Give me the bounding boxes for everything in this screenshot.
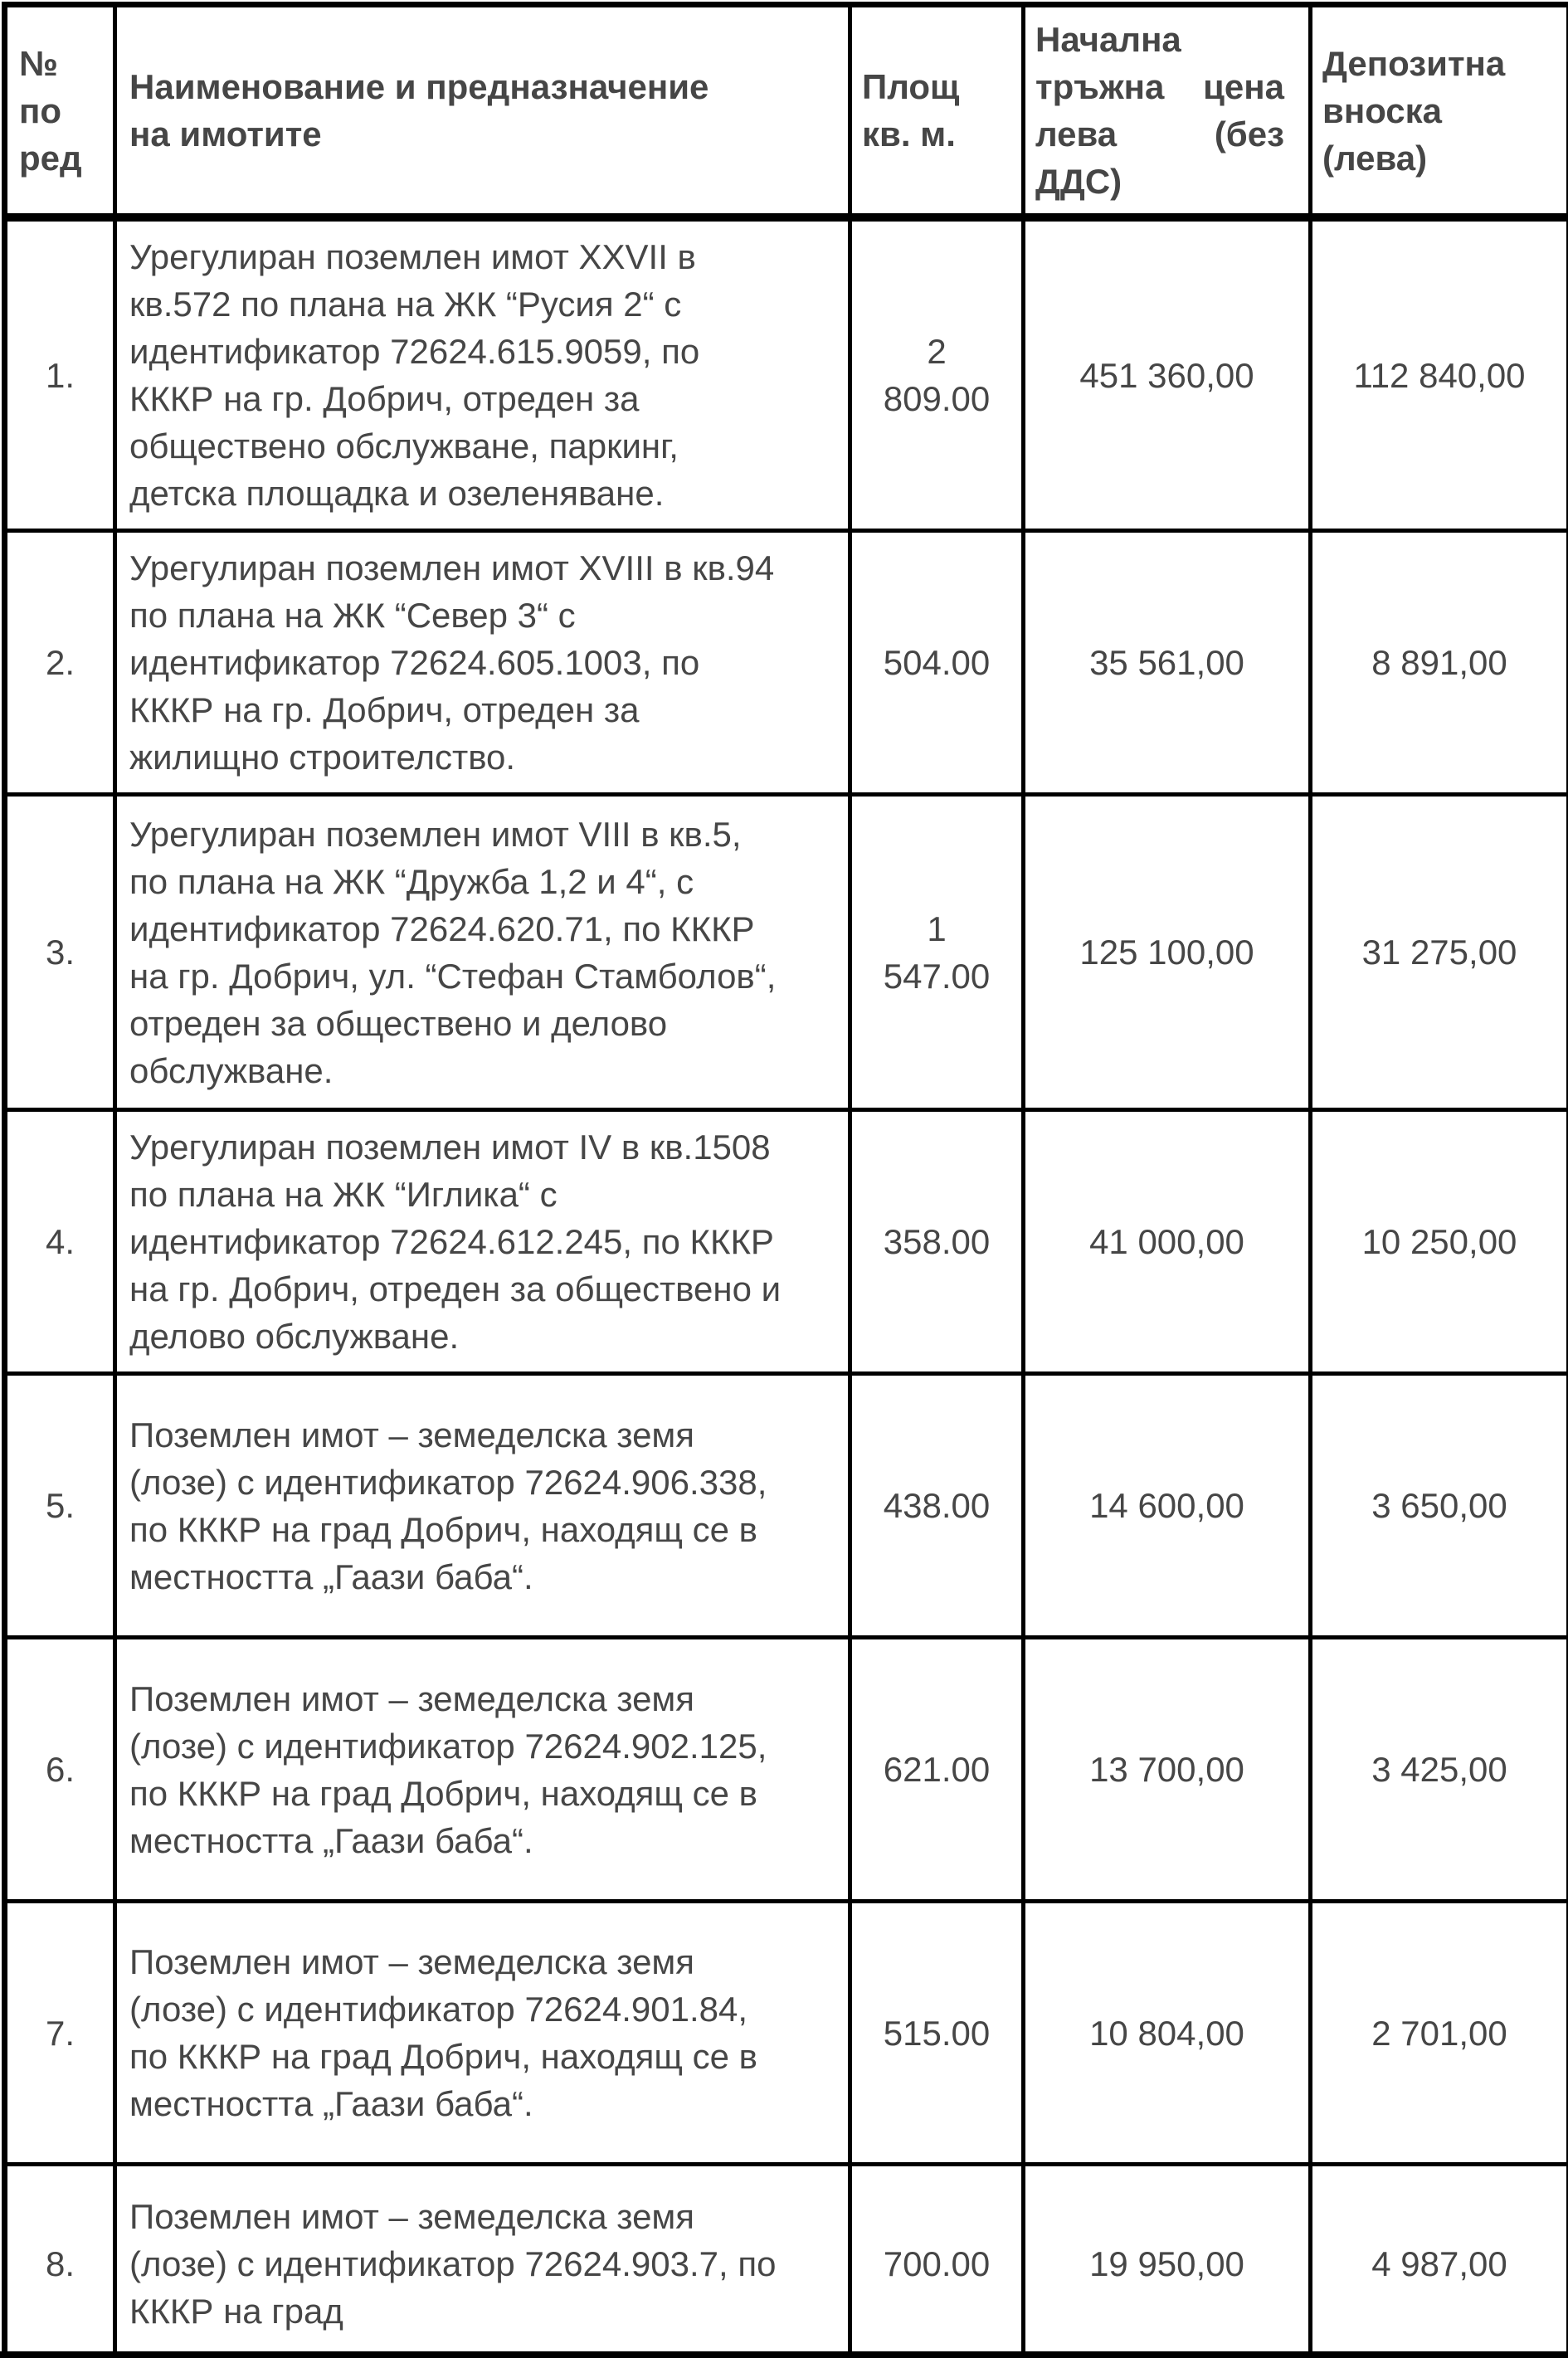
cell-deposit: 3 650,00 [1311,1374,1568,1638]
cell-price: 35 561,00 [1024,531,1311,795]
cell-area: 504.00 [850,531,1024,795]
column-header-deposit: Депозитна вноска (лева) [1311,5,1568,218]
cell-number: 1. [5,217,115,531]
cell-number: 5. [5,1374,115,1638]
cell-price: 125 100,00 [1024,795,1311,1110]
cell-area: 515.00 [850,1902,1024,2165]
cell-deposit: 112 840,00 [1311,217,1568,531]
cell-number: 2. [5,531,115,795]
header-row [5,5,1568,218]
table-body [5,217,1568,2358]
cell-number: 6. [5,1638,115,1902]
image-bottom-cutoff-border [0,2351,1568,2358]
table-row [5,1902,1568,2165]
cell-area: 358.00 [850,1110,1024,1374]
cell-number: 4. [5,1110,115,1374]
cell-price: 13 700,00 [1024,1638,1311,1902]
cell-price: 41 000,00 [1024,1110,1311,1374]
table-row [5,1374,1568,1638]
cell-name: Урегулиран поземлен имот VIII в кв.5, по плана на ЖК “Дружба 1,2 и 4“, с идентификатор 72624.620.71, по КККР на гр. Добрич, ул. “Стефан Стамболов“, отреден за обществено и делово обслужване. [115,795,850,1110]
column-header-number: № по ред [5,5,115,218]
cell-number: 7. [5,1902,115,2165]
cell-deposit: 4 987,00 [1311,2165,1568,2358]
cell-price: 451 360,00 [1024,217,1311,531]
cell-area: 621.00 [850,1638,1024,1902]
cell-name: Поземлен имот – земеделска земя (лозе) с идентификатор 72624.903.7, по КККР на град [115,2165,850,2358]
cell-name: Урегулиран поземлен имот XXVII в кв.572 по плана на ЖК “Русия 2“ с идентификатор 72624.615.9059, по КККР на гр. Добрич, отреден за обществено обслужване, паркинг, детска площадка и озеленяване. [115,217,850,531]
cell-price: 19 950,00 [1024,2165,1311,2358]
cell-area: 1 547.00 [850,795,1024,1110]
table-row [5,2165,1568,2358]
cell-name: Поземлен имот – земеделска земя (лозе) с идентификатор 72624.906.338, по КККР на град Добрич, находящ се в местността „Гаази баба“. [115,1374,850,1638]
cell-deposit: 31 275,00 [1311,795,1568,1110]
table-row [5,531,1568,795]
cell-deposit: 10 250,00 [1311,1110,1568,1374]
table-row [5,217,1568,531]
column-header-area: Площ кв. м. [850,5,1024,218]
table-header [5,5,1568,218]
cell-name: Поземлен имот – земеделска земя (лозе) с идентификатор 72624.901.84, по КККР на град Добрич, находящ се в местността „Гаази баба“. [115,1902,850,2165]
column-header-price: Начална тръжна цена лева (без ДДС) [1024,5,1311,218]
column-header-name: Наименование и предназначение на имотите [115,5,850,218]
properties-auction-table [2,2,1568,2358]
cell-deposit: 2 701,00 [1311,1902,1568,2165]
cell-name: Урегулиран поземлен имот IV в кв.1508 по плана на ЖК “Иглика“ с идентификатор 72624.612.245, по КККР на гр. Добрич, отреден за обществено и делово обслужване. [115,1110,850,1374]
cell-area: 2 809.00 [850,217,1024,531]
cell-number: 3. [5,795,115,1110]
cell-name: Урегулиран поземлен имот XVIII в кв.94 по плана на ЖК “Север 3“ с идентификатор 72624.605.1003, по КККР на гр. Добрич, отреден за жилищно строителство. [115,531,850,795]
cell-price: 10 804,00 [1024,1902,1311,2165]
cell-number: 8. [5,2165,115,2358]
table-row [5,1638,1568,1902]
table-row [5,795,1568,1110]
table-row [5,1110,1568,1374]
cell-price: 14 600,00 [1024,1374,1311,1638]
cell-area: 438.00 [850,1374,1024,1638]
cell-name: Поземлен имот – земеделска земя (лозе) с идентификатор 72624.902.125, по КККР на град Добрич, находящ се в местността „Гаази баба“. [115,1638,850,1902]
cell-area: 700.00 [850,2165,1024,2358]
cell-deposit: 3 425,00 [1311,1638,1568,1902]
cell-deposit: 8 891,00 [1311,531,1568,795]
